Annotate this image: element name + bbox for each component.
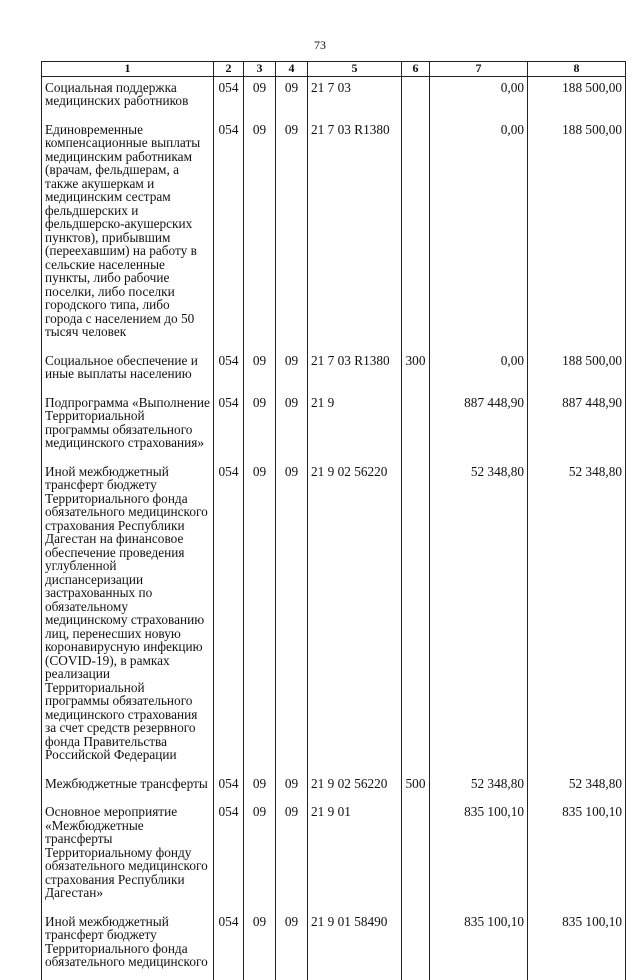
amount-col8: 188 500,00 xyxy=(528,76,626,119)
subsection-code: 09 xyxy=(276,461,308,773)
section-code: 09 xyxy=(244,801,276,911)
row-name: Иной межбюджетный трансферт бюджету Территориального фонда обязательного медицинского xyxy=(42,911,214,980)
table-row xyxy=(42,350,626,392)
header-row xyxy=(42,62,626,77)
expense-type: 500 xyxy=(402,773,430,802)
section-code: 09 xyxy=(244,461,276,773)
column-header: 7 xyxy=(430,62,528,77)
section-code: 09 xyxy=(244,350,276,392)
amount-col7: 0,00 xyxy=(430,350,528,392)
expense-type xyxy=(402,801,430,911)
amount-col8: 188 500,00 xyxy=(528,119,626,350)
ministry-code: 054 xyxy=(214,76,244,119)
ministry-code: 054 xyxy=(214,350,244,392)
target-code: 21 7 03 R1380 xyxy=(308,350,402,392)
column-header: 8 xyxy=(528,62,626,77)
column-header: 4 xyxy=(276,62,308,77)
row-name: Социальная поддержка медицинских работников xyxy=(42,76,214,119)
section-code: 09 xyxy=(244,773,276,802)
amount-col7: 0,00 xyxy=(430,119,528,350)
ministry-code: 054 xyxy=(214,461,244,773)
column-header: 1 xyxy=(42,62,214,77)
amount-col7: 52 348,80 xyxy=(430,461,528,773)
row-name: Единовременные компенсационные выплаты медицинским работникам (врачам, фельдшерам, а также акушеркам и медицинским сестрам фельдшерских и фельдшерско-акушерских пунктов), прибывшим (переехавшим) на работу в сельские населенные пункты, либо рабочие поселки, либо поселки городского типа, либо города с населением до 50 тысяч человек xyxy=(42,119,214,350)
amount-col8: 835 100,10 xyxy=(528,801,626,911)
section-code: 09 xyxy=(244,392,276,461)
target-code: 21 9 01 58490 xyxy=(308,911,402,980)
subsection-code: 09 xyxy=(276,911,308,980)
amount-col8: 887 448,90 xyxy=(528,392,626,461)
table-row xyxy=(42,119,626,350)
table-row xyxy=(42,773,626,802)
subsection-code: 09 xyxy=(276,392,308,461)
row-name: Подпрограмма «Выполнение Территориальной программы обязательного медицинского страхования» xyxy=(42,392,214,461)
amount-col7: 0,00 xyxy=(430,76,528,119)
amount-col8: 835 100,10 xyxy=(528,911,626,980)
expense-type xyxy=(402,119,430,350)
amount-col8: 188 500,00 xyxy=(528,350,626,392)
expense-type xyxy=(402,76,430,119)
amount-col7: 835 100,10 xyxy=(430,911,528,980)
ministry-code: 054 xyxy=(214,392,244,461)
table-row xyxy=(42,911,626,980)
amount-col8: 52 348,80 xyxy=(528,773,626,802)
target-code: 21 7 03 xyxy=(308,76,402,119)
column-header: 6 xyxy=(402,62,430,77)
row-name: Основное мероприятие «Межбюджетные трансферты Территориальному фонду обязательного медицинского страхования Республики Дагестан» xyxy=(42,801,214,911)
ministry-code: 054 xyxy=(214,119,244,350)
section-code: 09 xyxy=(244,76,276,119)
expense-type xyxy=(402,911,430,980)
page-number: 73 xyxy=(314,38,326,52)
amount-col7: 887 448,90 xyxy=(430,392,528,461)
amount-col8: 52 348,80 xyxy=(528,461,626,773)
table-row xyxy=(42,76,626,119)
ministry-code: 054 xyxy=(214,773,244,802)
column-header: 3 xyxy=(244,62,276,77)
subsection-code: 09 xyxy=(276,76,308,119)
target-code: 21 9 02 56220 xyxy=(308,461,402,773)
subsection-code: 09 xyxy=(276,801,308,911)
subsection-code: 09 xyxy=(276,119,308,350)
row-name: Межбюджетные трансферты xyxy=(42,773,214,802)
column-header: 2 xyxy=(214,62,244,77)
expense-type: 300 xyxy=(402,350,430,392)
table-row xyxy=(42,392,626,461)
table-row xyxy=(42,801,626,911)
row-name: Социальное обеспечение и иные выплаты населению xyxy=(42,350,214,392)
table-row xyxy=(42,461,626,773)
subsection-code: 09 xyxy=(276,773,308,802)
amount-col7: 52 348,80 xyxy=(430,773,528,802)
subsection-code: 09 xyxy=(276,350,308,392)
expense-type xyxy=(402,461,430,773)
target-code: 21 9 02 56220 xyxy=(308,773,402,802)
budget-table xyxy=(41,61,626,980)
target-code: 21 7 03 R1380 xyxy=(308,119,402,350)
row-name: Иной межбюджетный трансферт бюджету Территориального фонда обязательного медицинского страхования Республики Дагестан на финансовое обеспечение проведения углубленной диспансеризации застрахованных по обязательному медицинскому страхованию лиц, перенесших новую коронавирусную инфекцию (COVID-19), в рамках реализации Территориальной программы обязательного медицинского страхования за счет средств резервного фонда Правительства Российской Федерации xyxy=(42,461,214,773)
section-code: 09 xyxy=(244,119,276,350)
target-code: 21 9 01 xyxy=(308,801,402,911)
column-header: 5 xyxy=(308,62,402,77)
ministry-code: 054 xyxy=(214,801,244,911)
target-code: 21 9 xyxy=(308,392,402,461)
amount-col7: 835 100,10 xyxy=(430,801,528,911)
expense-type xyxy=(402,392,430,461)
ministry-code: 054 xyxy=(214,911,244,980)
section-code: 09 xyxy=(244,911,276,980)
